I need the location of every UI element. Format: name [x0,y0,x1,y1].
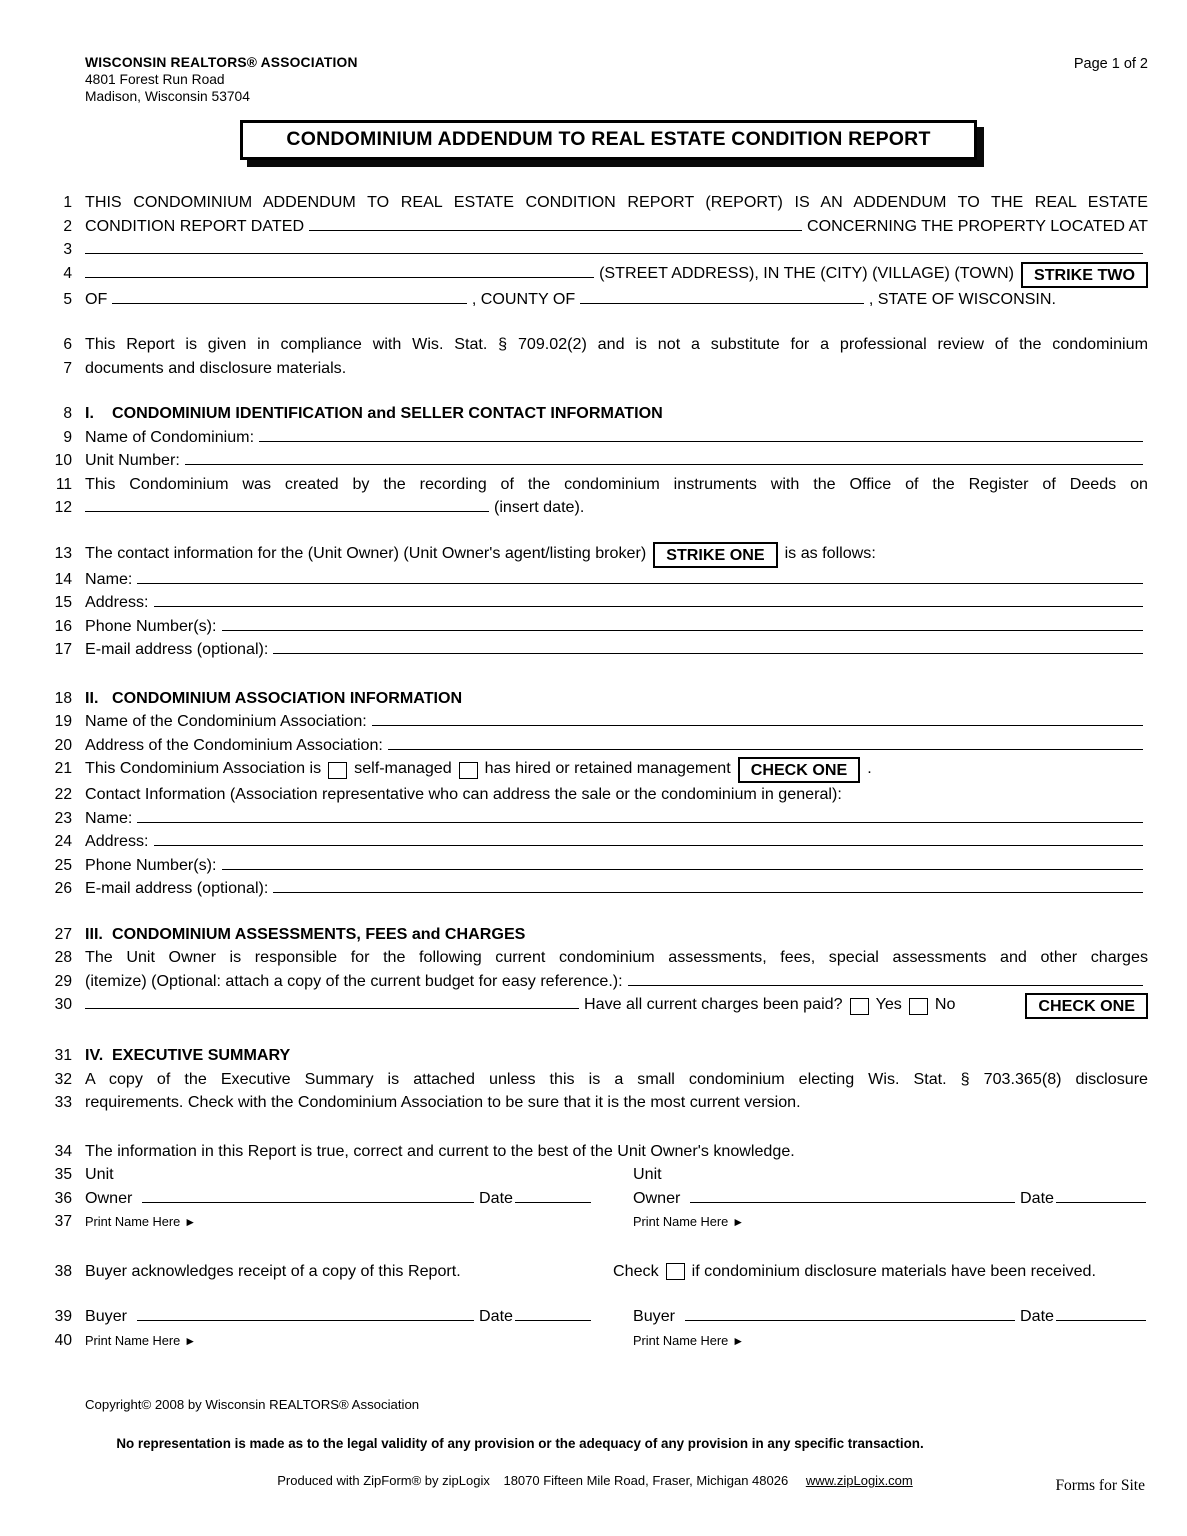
period-text: . [867,759,872,777]
line-number: 24 [54,833,72,850]
form-line [42,449,1148,473]
line-number: 34 [54,1142,72,1160]
seller-name-label: Name: [85,569,133,588]
form-title: CONDOMINIUM ADDENDUM TO REAL ESTATE CONDITION REPORT [240,120,977,160]
line-number: 25 [54,856,72,874]
line-number: 2 [63,217,72,235]
buyer-2-signature-field[interactable] [685,1318,1015,1321]
ziplogix-link[interactable]: www.zipLogix.com [805,1473,913,1488]
compliance-text-1: This Report is given in compliance with Wis. Stat. § 709.02(2) and is not a substitute for a professional review of the condominium [85,335,1148,353]
assoc-name-label: Name of the Condominium Association: [85,712,367,730]
line-number: 6 [63,336,72,353]
line-number: 32 [54,1070,72,1088]
form-line [42,923,1148,947]
buyer-label-left: Buyer [85,1307,128,1325]
print-name-label-left: Print Name Here [85,1332,181,1348]
line-number: 13 [54,544,72,562]
form-line [42,710,1148,734]
form-line [42,1044,1148,1068]
buyer-label-right: Buyer [633,1307,676,1325]
date-label: Date [1020,1188,1054,1207]
concerning-property-label: CONCERNING THE PROPERTY LOCATED AT [806,216,1148,235]
form-line [42,473,1148,497]
unit-owner-1-date-field[interactable] [515,1200,591,1203]
strike-one-box: STRIKE ONE [653,542,777,568]
copyright-text: Copyright© 2008 by Wisconsin REALTORS® Association [85,1397,420,1412]
self-managed-checkbox[interactable] [328,762,347,779]
line-number: 33 [54,1094,72,1111]
line-number: 21 [54,760,72,777]
association-name-field[interactable] [372,723,1143,726]
assoc-contact-email-field[interactable] [273,890,1143,893]
form-line [42,877,1148,901]
form-line [42,1305,1148,1329]
line-number: 37 [54,1213,72,1230]
municipality-field[interactable] [112,301,466,304]
assoc-contact-name-field[interactable] [137,820,1143,823]
report-date-field[interactable] [309,228,802,231]
page-header [85,0,1148,105]
form-line [42,262,1148,288]
org-name: WISCONSIN REALTORS® ASSOCIATION [85,55,358,70]
line-number: 39 [54,1308,72,1325]
assoc-address-label: Address of the Condominium Association: [85,735,383,754]
section1-heading: CONDOMINIUM IDENTIFICATION and SELLER CONTACT INFORMATION [112,404,663,422]
form-line [42,568,1148,592]
recording-text: This Condominium was created by the recording of the condominium instruments with the Office of the Register of Deeds on [85,474,1148,493]
owner-label-right: Owner [633,1188,681,1207]
form-line [42,333,1148,357]
form-line [42,288,1148,312]
line-number: 38 [54,1262,72,1280]
disclosure-received-checkbox[interactable] [666,1263,685,1280]
assoc-contact-address-field[interactable] [154,843,1143,846]
form-line [42,1091,1148,1115]
disclaimer-text: No representation is made as to the legal validity of any provision or the adequacy of any provision in any specific transaction. [116,1436,924,1451]
seller-phone-field[interactable] [222,628,1144,631]
section2-heading: CONDOMINIUM ASSOCIATION INFORMATION [112,688,463,707]
form-line [42,993,1148,1019]
seller-name-field[interactable] [137,581,1143,584]
unit-label-left: Unit [85,1165,114,1183]
seller-address-label: Address: [85,593,149,611]
line-number: 7 [63,359,72,377]
org-address-line1: 4801 Forest Run Road [85,72,225,87]
charges-itemize-field-2[interactable] [85,1006,579,1009]
line-number: 10 [54,452,72,469]
unit-number-field[interactable] [185,462,1143,465]
assoc-contact-name-label: Name: [85,808,133,827]
charges-text: The Unit Owner is responsible for the following current condominium assessments, fees, special assessments and other charges [85,948,1148,966]
self-managed-label: self-managed [354,759,452,777]
certification-text: The information in this Report is true, correct and current to the best of the Unit Owner's knowledge. [85,1141,795,1160]
unit-label-right: Unit [633,1165,662,1183]
arrow-right-icon: ► [732,1215,745,1229]
org-address-line2: Madison, Wisconsin 53704 [85,89,250,104]
check-one-box-charges: CHECK ONE [1025,993,1148,1019]
date-label: Date [479,1307,513,1325]
report-dated-label: CONDITION REPORT DATED [85,216,305,235]
form-line [42,215,1148,239]
line-number: 31 [54,1047,72,1064]
line-number: 22 [54,786,72,803]
disclosure-received-text: if condominium disclosure materials have been received. [691,1261,1096,1280]
form-line [42,783,1148,807]
section3-heading: CONDOMINIUM ASSESSMENTS, FEES and CHARGES [112,924,526,943]
form-line [42,542,1148,568]
street-address-field[interactable] [85,275,594,278]
line-number: 1 [63,194,72,211]
unit-owner-2-signature-field[interactable] [690,1200,1015,1203]
form-line [42,1329,1148,1354]
association-address-field[interactable] [388,747,1143,750]
state-label: , STATE OF WISCONSIN. [868,289,1056,308]
check-one-box-management: CHECK ONE [738,757,861,783]
produced-text: Produced with ZipForm® by zipLogix [277,1473,490,1488]
executive-summary-text-2: requirements. Check with the Condominium Association to be sure that it is the most current version. [85,1093,801,1111]
form-line [42,1187,1148,1211]
form-line [42,970,1148,994]
form-line [42,638,1148,662]
form-line [42,238,1148,262]
arrow-right-icon: ► [184,1215,197,1229]
hired-management-checkbox[interactable] [459,762,478,779]
assoc-contact-email-label: E-mail address (optional): [85,879,269,897]
charges-itemize-field[interactable] [628,983,1143,986]
line-number: 15 [54,594,72,611]
of-label: OF [85,289,108,308]
seller-email-label: E-mail address (optional): [85,640,269,658]
arrow-right-icon: ► [732,1333,745,1348]
unit-owner-1-signature-field[interactable] [142,1200,474,1203]
form-line [42,402,1148,426]
executive-summary-text-1: A copy of the Executive Summary is attached unless this is a small condominium electing Wis. Stat. § 703.365(8) disclosure [85,1069,1148,1088]
seller-phone-label: Phone Number(s): [85,616,217,635]
line-number: 26 [54,880,72,897]
buyer-ack-text: Buyer acknowledges receipt of a copy of this Report. [85,1261,461,1280]
line-number: 29 [54,972,72,990]
form-line [42,687,1148,711]
form-line [42,1210,1148,1235]
print-name-label-left: Print Name Here [85,1214,181,1229]
unit-owner-2-date-field[interactable] [1056,1200,1146,1203]
form-line [42,757,1148,783]
recording-date-field[interactable] [85,509,489,512]
county-field[interactable] [580,301,864,304]
line-number: 40 [54,1331,72,1349]
line-number: 28 [54,949,72,966]
form-body [42,191,1148,1353]
itemize-label: (itemize) (Optional: attach a copy of the current budget for easy reference.): [85,971,623,990]
date-label: Date [1020,1307,1054,1325]
is-as-follows-label: is as follows: [784,543,876,562]
print-name-label-right: Print Name Here [633,1214,729,1229]
line-number: 12 [54,499,72,516]
date-label: Date [479,1188,513,1207]
line-number: 9 [63,428,72,446]
form-line [42,854,1148,878]
line-number: 23 [54,809,72,827]
no-label: No [934,995,956,1013]
form-line [42,615,1148,639]
hired-management-label: has hired or retained management [484,759,731,777]
compliance-text-2: documents and disclosure materials. [85,358,347,377]
form-line [42,426,1148,450]
county-of-label: , COUNTY OF [471,289,576,308]
strike-two-box: STRIKE TWO [1021,262,1148,288]
section3-roman: III. [85,924,103,943]
form-line [42,734,1148,758]
line-number: 17 [54,641,72,658]
arrow-right-icon: ► [184,1333,197,1348]
form-line [42,357,1148,381]
line-number: 27 [54,925,72,943]
form-line [42,591,1148,615]
line-number: 4 [63,264,72,282]
check-label: Check [613,1261,659,1280]
org-block [85,54,358,105]
assoc-contact-phone-field[interactable] [222,867,1144,870]
page-footer [42,1397,1148,1494]
owner-label-left: Owner [85,1188,133,1207]
line-number: 20 [54,736,72,754]
print-name-label-right: Print Name Here [633,1332,729,1348]
page-indicator: Page 1 of 2 [1073,56,1148,72]
line-number: 35 [54,1166,72,1183]
buyer-1-date-field[interactable] [515,1318,591,1321]
line-number: 3 [63,241,72,258]
street-address-label: (STREET ADDRESS), IN THE (CITY) (VILLAGE) (TOWN) [599,263,1014,282]
charges-paid-question: Have all current charges been paid? [584,995,843,1013]
form-line [42,1068,1148,1092]
section2-roman: II. [85,688,99,707]
charges-paid-no-checkbox[interactable] [909,998,928,1015]
form-line [42,946,1148,970]
assoc-contact-address-label: Address: [85,832,149,850]
seller-email-field[interactable] [273,651,1143,654]
assoc-contact-info-label: Contact Information (Association representative who can address the sale or the condominium in general): [85,785,842,803]
line-number: 11 [55,475,72,493]
insert-date-label: (insert date). [494,498,585,516]
section1-roman: I. [85,404,94,422]
section4-heading: EXECUTIVE SUMMARY [112,1046,291,1064]
seller-address-field[interactable] [154,604,1143,607]
line-number: 36 [54,1189,72,1207]
line-number: 30 [54,996,72,1013]
line-number: 14 [54,570,72,588]
form-line [42,1260,1148,1284]
intro-text-1: THIS CONDOMINIUM ADDENDUM TO REAL ESTATE CONDITION REPORT (REPORT) IS AN ADDENDUM TO THE REAL ESTATE [85,193,1148,211]
form-line [42,191,1148,215]
assoc-contact-phone-label: Phone Number(s): [85,855,217,874]
charges-paid-yes-checkbox[interactable] [850,998,869,1015]
condominium-name-field[interactable] [259,439,1143,442]
line-number: 19 [54,713,72,730]
buyer-1-signature-field[interactable] [137,1318,474,1321]
yes-label: Yes [875,995,902,1013]
form-line [42,1163,1148,1187]
line-number: 16 [54,617,72,635]
form-line [42,496,1148,520]
form-line [42,1140,1148,1164]
form-line [42,830,1148,854]
produced-address: 18070 Fifteen Mile Road, Fraser, Michigan 48026 [503,1473,789,1488]
form-line [42,807,1148,831]
forms-for-site-text: Forms for Site [1055,1477,1145,1494]
assoc-is-label: This Condominium Association is [85,759,322,777]
contact-info-label: The contact information for the (Unit Owner) (Unit Owner's agent/listing broker) [85,543,647,562]
produced-line [42,1473,1148,1488]
buyer-2-date-field[interactable] [1056,1318,1146,1321]
line-number: 8 [63,405,72,422]
line-number: 18 [54,689,72,707]
condo-name-label: Name of Condominium: [85,427,255,446]
section4-roman: IV. [85,1046,104,1064]
unit-number-label: Unit Number: [85,451,180,469]
property-location-field[interactable] [85,251,1143,254]
line-number: 5 [63,290,72,308]
